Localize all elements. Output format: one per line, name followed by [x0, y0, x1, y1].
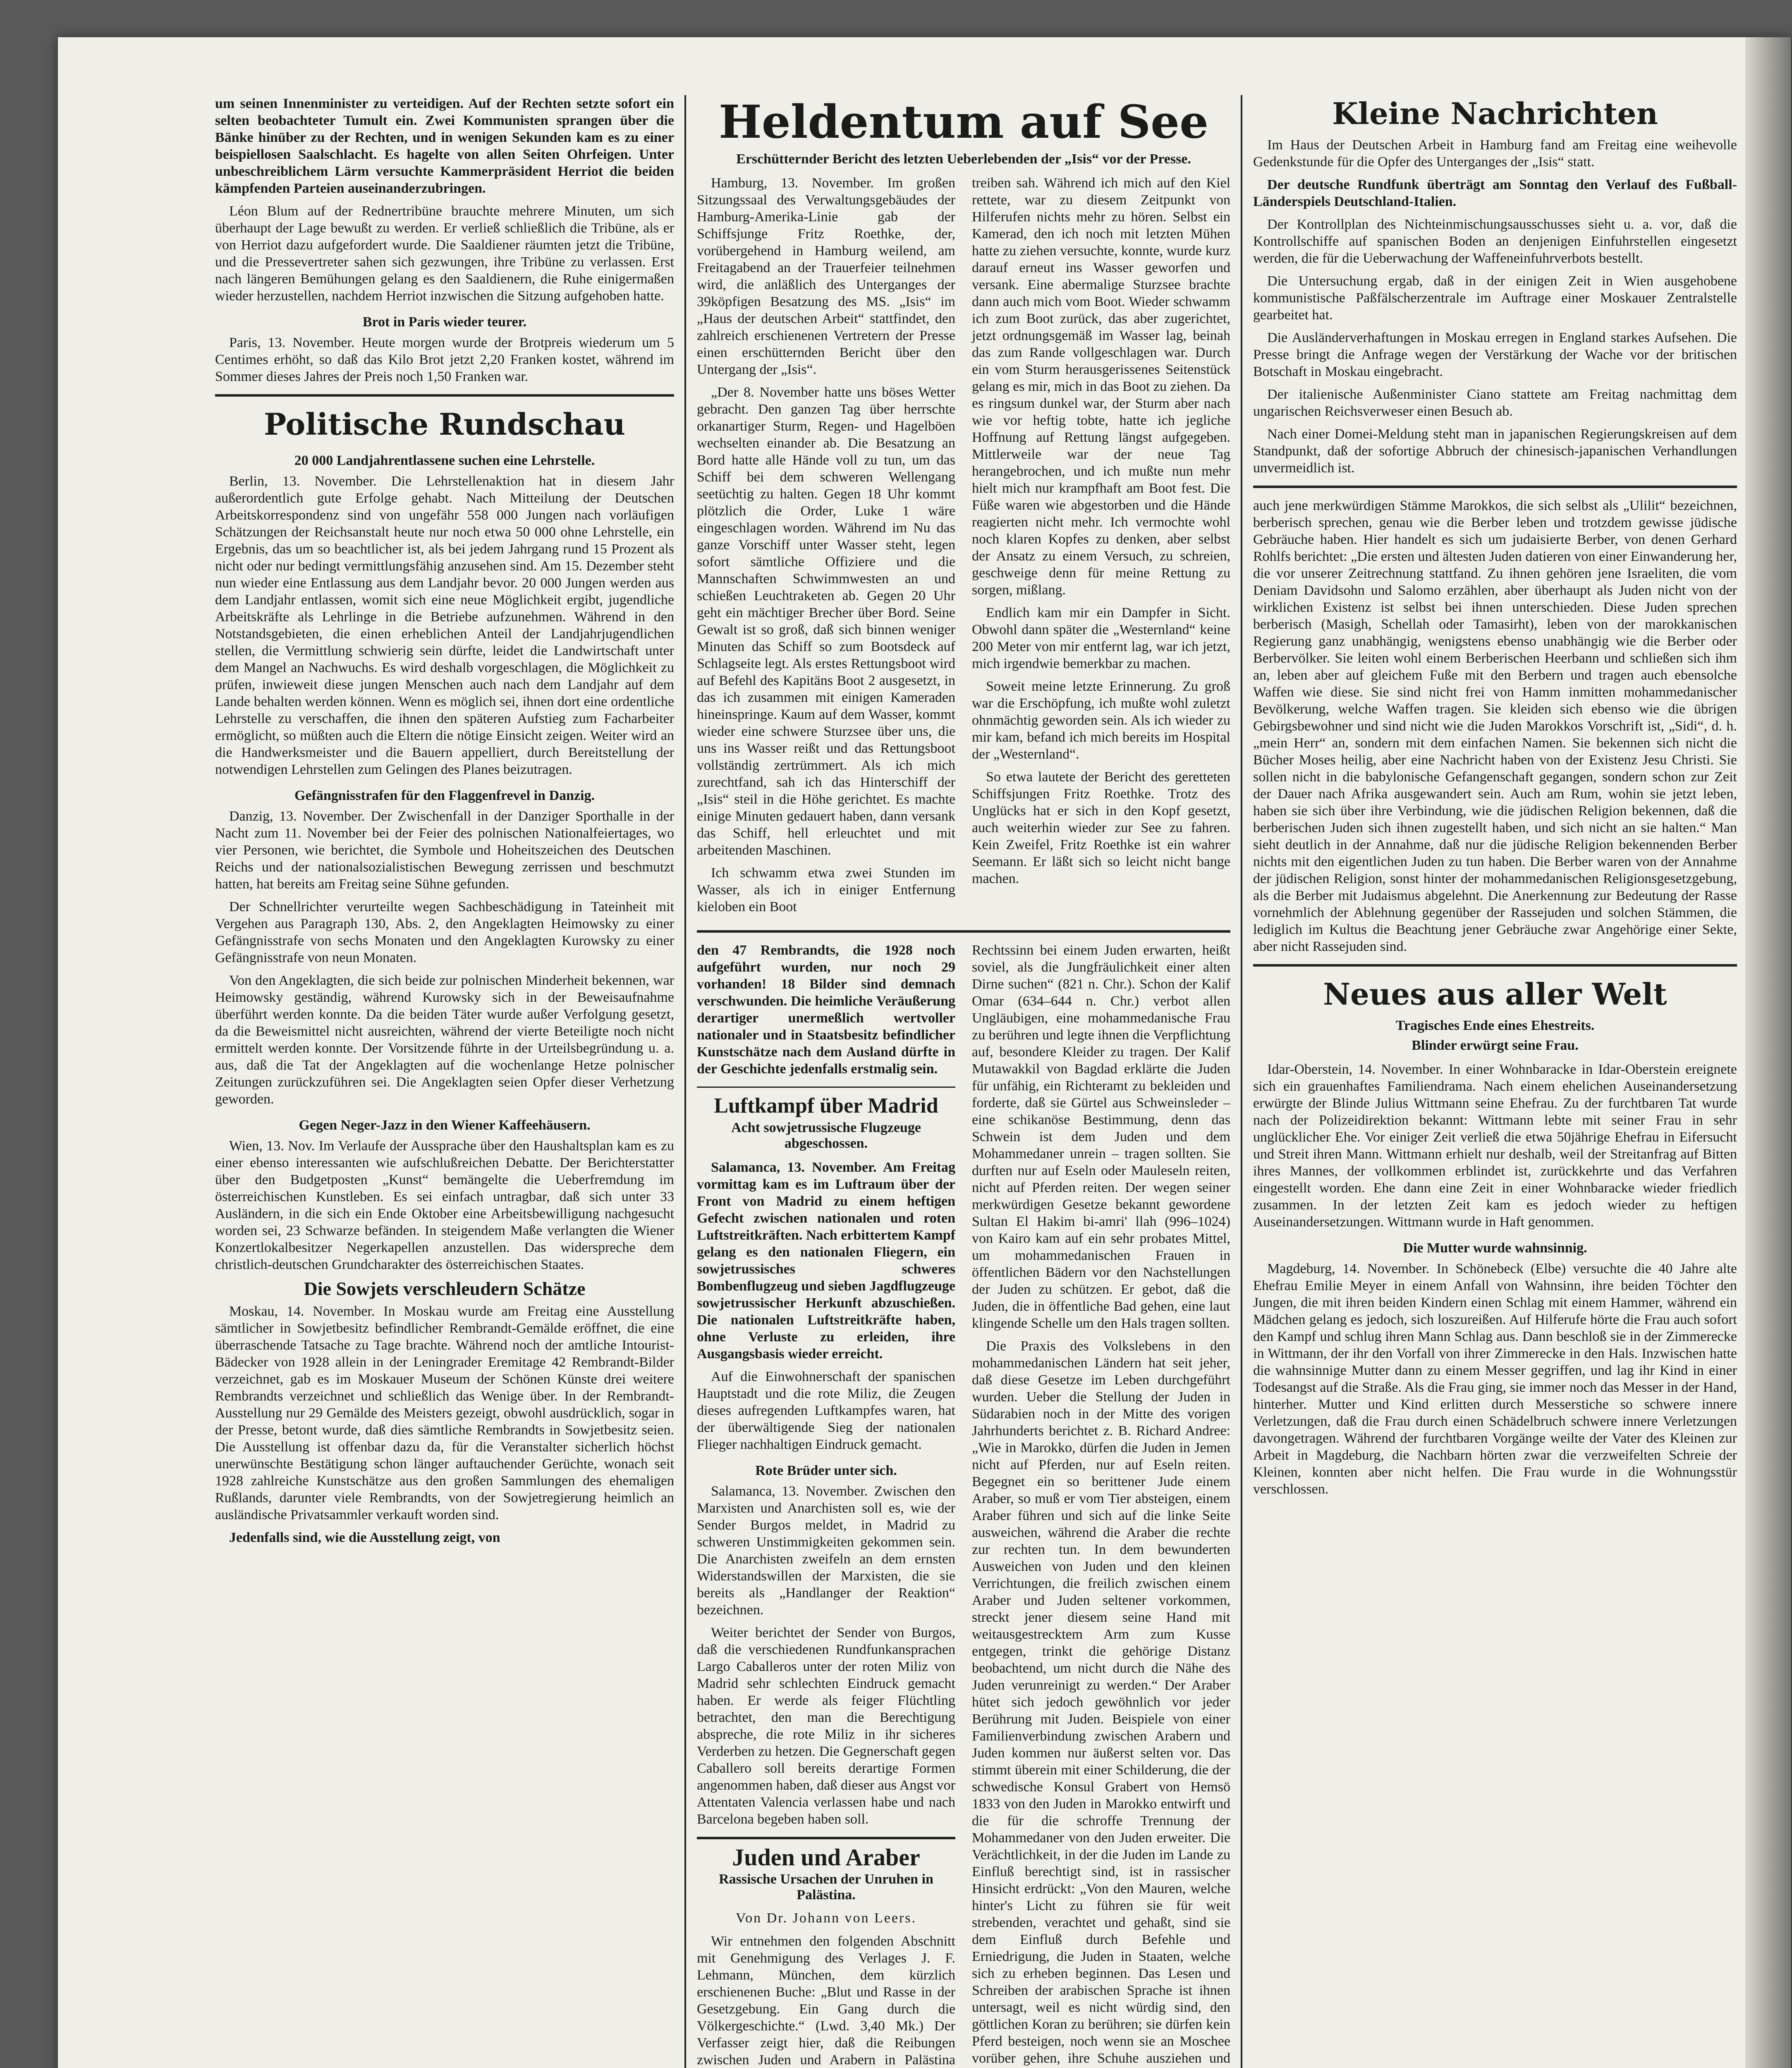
main-kicker: Erschütternder Bericht des letzten Ueberlebenden der „Isis“ vor der Presse.	[736, 151, 1191, 167]
article-text: Hamburg, 13. November. Im großen Sitzungssaal des Verwaltungsgebäudes der Hamburg-Amerika-Linie gab der Schiffsjunge Fritz Roethke, der, vorübergehend in Hamburg weilend, am Freitagabend an der Trauerfeier teilnehmen wird, die anläßlich des Unterganges der 39köpfigen Besatzung des MS. „Isis“ im „Haus der deutschen Arbeit“ stattfindet, den zahlreich erschienenen Vertretern der Presse einen erschütternden Bericht über den Untergang der „Isis“.	[697, 175, 955, 377]
newspaper-page	[58, 37, 1791, 2068]
article-headline: Gegen Neger-Jazz in den Wiener Kaffeehäusern.	[299, 1118, 591, 1133]
newspaper-sheet	[215, 95, 1737, 2068]
article-text: Salamanca, 13. November. Am Freitag vormittag kam es im Luftraum über der Front von Madrid zu einem heftigen Gefecht zwischen nationalen und roten Luftstreitkräften. Nach erbittertem Kampf gelang es den nationalen Fliegern, ein sowjetrussisches schweres Bombenflugzeug und sieben Jagdflugzeuge sowjetrussischer Herkunft abzuschießen. Die nationalen Luftstreitkräfte haben, ohne Verluste zu erleiden, ihre Ausgangsbasis wieder erreicht.	[697, 1160, 955, 1362]
column-rule	[684, 95, 686, 2068]
divider	[697, 930, 1230, 933]
article-text: Weiter berichtet der Sender von Burgos, daß die verschiedenen Rundfunkansprachen Largo Caballeros unter der roten Miliz von Madrid sehr schlechten Eindruck gemacht haben. Er werde als feiger Flüchtling betrachtet, den man die Berechtigung abspreche, die rote Miliz in ihr sicheres Verderben zu hetzen. Die Gegnerschaft gegen Caballero soll bereits derartige Formen angenommen haben, daß dieser aus Angst vor Attentaten Valencia verlassen habe und nach Barcelona begeben haben soll.	[697, 1625, 955, 1827]
article-text: Wir entnehmen den folgenden Abschnitt mit Genehmigung des Verlages J. F. Lehmann, München, dem kürzlich erschienenen Buche: „Blut und Rasse in der Gesetzgebung. Ein Gang durch die Völkergeschichte.“ (Lwd. 3,40 Mk.) Der Verfasser zeigt hier, daß die Reibungen zwischen Juden und Arabern in Palästina	[697, 1934, 955, 2068]
lower-center	[697, 942, 1230, 2068]
divider	[1253, 964, 1737, 967]
article-headline: Tragisches Ende eines Ehestreits.	[1395, 1018, 1595, 1033]
article-headline: Die Mutter wurde wahnsinnig.	[1403, 1240, 1587, 1256]
article-text: So etwa lautete der Bericht des geretteten Schiffsjungen Fritz Roethke. Trotz des Unglücks hat er sich in den Kopf gesetzt, auch weiterhin wieder zur See zu fahren. Kein Zweifel, Fritz Roethke ist ein wahrer Seemann. Er läßt sich so leicht nicht bange machen.	[972, 769, 1230, 886]
article-text: auch jene merkwürdigen Stämme Marokkos, die sich selbst als „Ulilit“ bezeichnen, berberisch sprechen, genau wie die Berber leben und trotzdem gewisse jüdische Gebräuche haben. Hier handelt es sich um judaisierte Berber, von denen Gerhard Rohlfs berichtet: „Die ersten und ältesten Juden datieren von einer Einwanderung her, die vor unserer Zeitrechnung stattfand. Zu ihnen gehören jene Israeliten, die vom Deniam Davidsohn und Salomo erzählen, aber überhaupt als Juden nicht von der wirklichen Existenz ist selbst bei ihnen unterschieden. Diese Juden sprechen berberisch (Masigh, Schellah oder Tamasirht), leben von der marokkanischen Regierung ganz unabhängig, wenigstens ebenso unabhängig wie die Berber oder Berbervölker. Sie leiten wohl einem Berberischen Heerbann und schließen sich ihm an, leben aber auf gleichem Fuße mit den Berbern und tragen auch ebensolche Waffen wie diese. Sie sind nicht frei von Hamm inmitten mohammedanischer Bevölkerung, welche Waffen tragen. Sie kleiden sich ebenso wie die übrigen Gebirgsbewohner und sind nicht wie die Juden Marokkos Vorschrift ist, „Sidi“, d. h. „mein Herr“ an, sondern mit dem einfachen Namen. Sie bekennen sich nicht die Bücher Moses heilig, aber eine Nachricht haben von der Existenz Jesu Christi. Sie sollen nicht in die babylonische Gefangenschaft gegangen, sondern schon zur Zeit der Dauer nach Afrika ausgewandert sein. Auch am Rum, wohin sie jetzt leben, haben sie sich über ihre Verbindung, wie die jüdischen Religion bekennen, daß die berberischen Juden sich ihnen zugestellt haben, und sich nicht an sie halten.“ Man sieht deutlich in der Annahme, daß nur die jüdische Religion bekennenden Berber nichts mit den eigentlichen Juden zu tun haben. Die Berber waren von der Annahme der jüdischen Religion, sonst hinter der mohammedanischen Religionsgesetzgebung, als die Berber mit Judaismus abgelehnt. Die Anerkennung zur Bedeutung der Rasse vornehmlich der Ablehnung gegenüber der Rassejuden und solchen Stämmen, die lediglich im Kultus die Beachtung jener Gebräuche zwar Angehörige einer Sekte, aber nicht Rassejuden sind.	[1253, 498, 1737, 954]
right-column	[1253, 95, 1737, 2068]
article-text: Der Schnellrichter verurteilte wegen Sachbeschädigung in Tateinheit mit Vergehen aus Paragraph 130, Abs. 2, den Angeklagten Heimowsky zu einer Gefängnisstrafe von sechs Monaten und den Angeklagten Kurowsky zu einer Gefängnisstrafe von neun Monaten.	[215, 899, 674, 965]
article-text: Auf die Einwohnerschaft der spanischen Hauptstadt und die rote Miliz, die Zeugen dieses aufregenden Luftkampfes waren, hat der überwältigende Sieg der nationalen Flieger nachhaltigen Eindruck gemacht.	[697, 1369, 955, 1452]
article-headline: Brot in Paris wieder teurer.	[362, 314, 527, 330]
article-subhead: Blinder erwürgt seine Frau.	[1412, 1038, 1579, 1053]
article-text: Wien, 13. Nov. Im Verlaufe der Aussprache über den Haushaltsplan kam es zu einer ebenso interessanten wie aufschlußreichen Debatte. Der Berichterstatter über den Budgetposten „Kunst“ bemängelte die Ueberfremdung im österreichischen Kunstleben. Es sei einfach untragbar, daß sich unter 33 Ausländern, in die sich ein Ende Oktober eine Arbeitsbewilligung nachgesucht worden sei, 23 Schwarze befänden. In steigendem Maße verlangten die Wiener Konzertlokalbesitzer Negerkapellen anzustellen. Das widerspreche dem christlich-deutschen Grundcharakter des österreichischen Staates.	[215, 1138, 674, 1272]
section-title: Politische Rundschau	[264, 407, 625, 442]
news-item: Im Haus der Deutschen Arbeit in Hamburg fand am Freitag eine weihevolle Gedenkstunde für die Opfer des Unterganges der „Isis“ statt.	[1253, 137, 1737, 170]
divider	[1253, 486, 1737, 488]
article-headline: Juden und Araber	[732, 1844, 920, 1871]
article-text: Magdeburg, 14. November. In Schönebeck (Elbe) versuchte die 40 Jahre alte Ehefrau Emilie Meyer in einem Anfall von Wahnsinn, ihre beiden Töchter den Jungen, die mit ihren beiden Kindern einen Schlag mit einem Hammer, während ein Mädchen gelang es jedoch, sich loszureißen. Auf Hilferufe hörte die Frau auch sofort den Kampf und schlug ihren Mann Schlag aus. Dann beschloß sie in der Zimmerecke in Wittmann, der ihr den Vorfall von ihrer Zimmerecke in den Hals. Inzwischen hatte die wahnsinnige Mutter dann zu einem Messer gegriffen, und lag ihr Kind in einer Todesangst auf die Straße. Als die Frau ging, sie immer noch das Messer in der Hand, hinterher. Mutter und Kind erlitten durch Messerstiche so schwere innere Verletzungen, daß die Frau durch einen Schädelbruch schwere innere Verletzungen davongetragen. Während der furchtbaren Vorgänge weilte der Vater des Kleinen zur Arbeit in Magdeburg, die Nachbarn hörten zwar die verzweifelten Schreie der Kleinen, konnten aber nicht helfen. Die Frau wurde in die Wohnungsstür verschlossen.	[1253, 1261, 1737, 1497]
main-article	[697, 175, 1230, 921]
article-text: treiben sah. Während ich mich auf den Kiel rettete, war zu diesem Zeitpunkt von Hilferufen nichts mehr zu hören. Selbst ein Kamerad, den ich noch mit letzten Mühen hatte zu ziehen versuchte, konnte, wurde kurz darauf erneut ins Wasser geworfen und versank. Eine abermalige Sturzsee brachte dann auch mich vom Boot. Wieder schwamm ich zum Boot zurück, das aber zugerichtet, jetzt ordnungsgemäß im Wasser lag, beinah das zum Rande vollgeschlagen war. Durch ein vom Sturm herausgerissenes Seitenstück gelang es mir, mich in das Boot zu ziehen. Da es ringsum dunkel war, der Sturm aber nach wie vor heftig tobte, hatte ich jegliche Hoffnung auf Rettung längst aufgegeben. Mittlerweile war der neue Tag herangebrochen, und ich mußte nun mehr hielt mich nur krampfhaft am Boot fest. Die Füße waren wie abgestorben und die Hände reagierten nicht mehr. Ich vermochte wohl noch klaren Kopfes zu denken, aber selbst der Ansatz zu einem Versuch, zu schreien, geschweige denn für meine Rettung zu sorgen, mißlang.	[972, 175, 1230, 598]
article-text: Léon Blum auf der Rednertribüne brauchte mehrere Minuten, um sich überhaupt der Lage bewußt zu werden. Er verließ schließlich die Tribüne, als er von Herriot dazu aufgefordert wurde. Die Saaldiener räumten jetzt die Tribüne, und die Pressevertreter sahen sich gezwungen, ihre Tribüne zu verlassen. Erst nach längeren Bemühungen gelang es den Saaldienern, die Ruhe einigermaßen wieder herzustellen, nachdem Herriot inzwischen die Sitzung aufgehoben hatte.	[215, 203, 674, 304]
article-subhead: Rassische Ursachen der Unruhen in Palästina.	[719, 1872, 933, 1903]
news-item: Nach einer Domei-Meldung steht man in japanischen Regierungskreisen auf dem Standpunkt, daß der sofortige Abbruch der chinesisch-japanischen Verhandlungen unvermeidlich ist.	[1253, 426, 1737, 476]
article-headline: Rote Brüder unter sich.	[755, 1463, 897, 1478]
divider	[697, 1087, 955, 1088]
center-area	[697, 95, 1230, 2068]
news-item: Der deutsche Rundfunk überträgt am Sonntag den Verlauf des Fußball-Länderspiels Deutschland-Italien.	[1253, 177, 1737, 209]
article-text: Von den Angeklagten, die sich beide zur polnischen Minderheit bekennen, war Heimowsky geständig, während Kurowsky sich in der Beweisaufnahme überführt werden konnte. Da die beiden Täter wurde außer Verfolgung gesetzt, da die Beweismittel nicht ausreichten, während der vierte Beteiligte noch nicht ermittelt werden konnte. Der Vorsitzende führte in der Urteilsbegründung u. a. aus, daß die Tat der Angeklagten auf die wochenlange Hetze polnischer Zeitungen zurückzuführen sei. Die Angeklagten seien Opfer dieser Verhetzung geworden.	[215, 973, 674, 1107]
main-headline: Heldentum auf See	[718, 95, 1209, 148]
article-text: Die Praxis des Volkslebens in den mohammedanischen Ländern hat seit jeher, daß diese Gesetze im Leben durchgeführt wurden. Ueber die Stellung der Juden in Südarabien noch in der Mitte des vorigen Jahrhunderts berichtet z. B. Richard Andree: „Wie in Marokko, dürfen die Juden in Jemen nicht auf Pferden, nur auf Eseln reiten. Begegnet ein so berittener Jude einem Araber, so muß er vom Tier absteigen, einem Araber führen und sich auf die linke Seite ausweichen, während die Araber die rechte zur rechten tun. In dem bewunderten Ausweichen von Juden und den kleinen Verrichtungen, die freilich zwischen einem Araber und Juden seltener vorkommen, streckt jener diesem seine Hand mit weitausgestrecktem Arm zum Kusse entgegen, trinkt die gehörige Distanz beobachtend, um nicht durch die Nähe des Juden verunreinigt zu werden.“ Der Araber hütet sich jedoch gewöhnlich vor jeder Berührung mit Juden. Beispiele von einer Familienverbindung zwischen Arabern und Juden kommen nur äußerst selten vor. Das stimmt überein mit einer Schilderung, die der schwedische Konsul Grabert von Hemsö 1833 von den Juden in Marokko entwirft und die für die schroffe Trennung der Mohammedaner von den Juden erweiter. Die Verächtlichkeit, in der die Juden im Lande zu Einfluß berechtigt sind, ist in rassischer Hinsicht erdrückt: „Von den Mauren, welche hinter's Licht zu führen sie für weit strebenden, verachtet und gehaßt, sind sie dem Einfluß durch Befehle und Erniedrigung, die Juden in Staaten, welche sich zu erheben beginnen. Das Lesen und Schreiben der arabischen Sprache ist ihnen untersagt, weil es nicht würdig sind, den göttlichen Koran zu berühren; sie dürfen kein Pferd besteigen, noch wenn sie an Moschee vorüber gehen, ihre Schuhe ausziehen und	[972, 1338, 1230, 2066]
column-rule	[1241, 95, 1242, 2068]
article-text: Jedenfalls sind, wie die Ausstellung zeigt, von	[229, 1530, 500, 1545]
article-text: Paris, 13. November. Heute morgen wurde der Brotpreis wiederum um 5 Centimes erhöht, so daß das Kilo Brot jetzt 2,20 Franken kostet, während im Sommer dieses Jahres der Preis noch 1,50 Franken war.	[215, 335, 674, 384]
article-text: Danzig, 13. November. Der Zwischenfall in der Danziger Sporthalle in der Nacht zum 11. November bei der Feier des polnischen Nationalfeiertages, wo vier Personen, wie berichtet, die Symbole und Hoheitszeichen des Deutschen Reichs und der nationalsozialistischen Bewegung zerrissen und beschmutzt hatten, hat bereits am Freitag seine Sühne gefunden.	[215, 809, 674, 892]
left-column	[215, 95, 674, 2068]
article-text: Moskau, 14. November. In Moskau wurde am Freitag eine Ausstellung sämtlicher in Sowjetbesitz befindlicher Rembrandt-Gemälde eröffnet, die eine überraschende Tatsache zu Tage brachte. Während noch der amtliche Intourist-Bädecker von 1928 allein in der Leningrader Eremitage 42 Rembrandt-Bilder verzeichnet, gab es im Moskauer Museum der Schönen Künste drei weitere Rembrandts verzeichnet und schließlich das Wenige über. In der Rembrandt-Ausstellung nur 29 Gemälde des Meisters gezeigt, obwohl ausdrücklich, sogar in der Presse, betont wurde, daß dies sämtliche Rembrandts in Sowjetbesitz seien. Die Ausstellung ist offenbar dazu da, für die Veranstalter sicherlich höchst unerwünschte Bestätigung schon länger auftauchender Gerüchte, wonach seit 1928 zahlreiche Kunstschätze aus den großen Sammlungen des ehemaligen Rußlands, darunter viele Rembrandts, von der Sowjetregierung heimlich an ausländische Privatsammler verkauft worden sind.	[215, 1304, 674, 1522]
divider	[215, 394, 674, 397]
article-headline: Gefängnisstrafen für den Flaggenfrevel in Danzig.	[294, 788, 595, 803]
article-text: Ich schwamm etwa zwei Stunden im Wasser, als ich in einiger Entfernung kieloben ein Boot	[697, 865, 955, 914]
article-headline: 20 000 Landjahrentlassene suchen eine Lehrstelle.	[294, 453, 595, 468]
article-headline: Die Sowjets verschleudern Schätze	[304, 1278, 586, 1299]
book-binding	[1745, 37, 1791, 2068]
article-headline: Luftkampf über Madrid	[714, 1094, 938, 1118]
news-item: Der Kontrollplan des Nichteinmischungsausschusses sieht u. a. vor, daß die Kontrollschiffe auf spanischen Boden an denjenigen Einfuhrstellen eingesetzt werden, die für die Ueberwachung der Waffeneinfuhrverbots bestellt.	[1253, 217, 1737, 266]
article-text: Soweit meine letzte Erinnerung. Zu groß war die Erschöpfung, ich mußte wohl zuletzt ohnmächtig geworden sein. Als ich wieder zu mir kam, befand ich mich bereits im Hospital der „Westernland“.	[972, 679, 1230, 762]
news-item: Die Untersuchung ergab, daß in der einigen Zeit in Wien ausgehobene kommunistische Paßfälscherzentrale im Auftrage einer Moskauer Zentralstelle gearbeitet hat.	[1253, 273, 1737, 323]
article-text: um seinen Innenminister zu verteidigen. Auf der Rechten setzte sofort ein selten beobachteter Tumult ein. Zwei Kommunisten sprangen über die Bänke hinüber zu der Rechten, und in wenigen Sekunden kam es zu einer beispiellosen Saalschlacht. Es hagelte von allen Seiten Ohrfeigen. Unter unbeschreiblichem Lärm versuchte Kammerpräsident Herriot die beiden kämpfenden Parteien auseinanderzubringen.	[215, 96, 674, 196]
article-subhead: Acht sowjetrussische Flugzeuge abgeschossen.	[731, 1120, 921, 1151]
article-text: Berlin, 13. November. Die Lehrstellenaktion hat in diesem Jahr außerordentlich gute Erfolge gehabt. Nach Mitteilung der Deutschen Arbeitskorrespondenz sind von ungefähr 558 000 Jungen nach vorläufigen Schätzungen der Reichsanstalt heute nur noch etwa 50 000 ohne Lehrstelle, ein Ergebnis, das um so beachtlicher ist, als bei jedem Jahrgang rund 15 Prozent als nicht oder nur bedingt vermittlungsfähig anzusehen sind. Am 15. Dezember steht nun wieder eine Entlassung aus dem Landjahr bevor. 20 000 Jungen werden aus dem Landjahr entlassen, womit sich eine neue Möglichkeit ergibt, jugendliche Arbeitskräfte als Lehrlinge in die Betriebe aufzunehmen. Während in den Notstandsgebieten, die einen erheblichen Anteil der Landjahrjugendlichen stellen, die Vermittlung schwierig sein dürfte, leidet die Landwirtschaft unter dem Mangel an Nachwuchs. Es wird deshalb vorgeschlagen, die Möglichkeit zu prüfen, inwieweit diese jungen Menschen auch nach dem Landjahr auf dem Lande behalten werden können. Wenn es möglich sei, ihnen dort eine ordentliche Lehrstelle zu verschaffen, die ihnen den späteren Aufstieg zum Facharbeiter ermöglicht, so müßten auch die Eltern die nötige Einsicht zeigen. Weiter wird an die Handwerksmeister und die Bauern appelliert, durch Bereitstellung der notwendigen Lehrstellen zum Gelingen des Planes beizutragen.	[215, 474, 674, 777]
section-title: Neues aus aller Welt	[1323, 977, 1667, 1012]
divider	[697, 1837, 955, 1839]
article-text: den 47 Rembrandts, die 1928 noch aufgeführt wurden, nur noch 29 vorhanden! 18 Bilder sind demnach verschwunden. Die heimliche Veräußerung derartiger unermeßlich wertvoller nationaler und in Staatsbesitz befindlicher Kunstschätze nach dem Ausland dürfte in der Geschichte jedenfalls erstmalig sein.	[697, 943, 955, 1077]
section-title: Kleine Nachrichten	[1332, 96, 1658, 131]
article-text: Endlich kam mir ein Dampfer in Sicht. Obwohl dann später die „Westernland“ keine 200 Meter von mir entfernt lag, war ich jetzt, mich irgendwie bemerkbar zu machen.	[972, 605, 1230, 671]
article-text: Rechtssinn bei einem Juden erwarten, heißt soviel, als die Jungfräulichkeit einer alten Dirne suchen“ (821 n. Chr.). Schon der Kalif Omar (634–644 n. Chr.) verbot allen Ungläubigen, eine mohammedanische Frau zu berühren und legte ihnen die Verpflichtung auf, besondere Kleider zu tragen. Der Kalif Mutawakkil von Bagdad erklärte die Juden für unfähig, ein Richteramt zu bekleiden und forderte, daß sie Gürtel aus Schweinsleder – eine schikanöse Bestimmung, denn das Schwein ist dem Juden und dem Mohammedaner unrein – tragen sollten. Sie durften nur auf Eseln oder Mauleseln reiten, nicht auf Pferden reiten. Der wegen seiner merkwürdigen Gesetze bekannt gewordene Sultan El Hakim bi-amri' llah (996–1024) von Kairo kam auf ein sehr probates Mittel, um mohammedanischen Frauen in öffentlichen Bädern vor den Nachstellungen der Juden zu schützen. Er gebot, daß die Juden, die in öffentliche Bad gehen, eine laut klingende Schelle um den Hals tragen sollten.	[972, 943, 1230, 1331]
article-text: Salamanca, 13. November. Zwischen den Marxisten und Anarchisten soll es, wie der Sender Burgos meldet, in Madrid zu schweren Unstimmigkeiten gekommen sein. Die Anarchisten zweifeln an dem ernsten Widerstandswillen der Marxisten, die sie bereits als „Handlanger der Reaktion“ bezeichnen.	[697, 1484, 955, 1618]
news-item: Die Ausländerverhaftungen in Moskau erregen in England starkes Aufsehen. Die Presse bringt die Anfrage wegen der Verstärkung der Wache vor der britischen Botschaft in Moskau eingebracht.	[1253, 330, 1737, 379]
news-item: Der italienische Außenminister Ciano stattete am Freitag nachmittag dem ungarischen Reichsverweser einen Besuch ab.	[1253, 387, 1737, 419]
article-text: „Der 8. November hatte uns böses Wetter gebracht. Den ganzen Tag über herrschte orkanartiger Sturm, Regen- und Hagelböen wechselten einander ab. Die Besatzung an Bord hatte alle Hände voll zu tun, um das Schiff bei dem schweren Wellengang seetüchtig zu halten. Gegen 18 Uhr kommt plötzlich die Order, Luke 1 wäre eingeschlagen worden. Während im Nu das ganze Vorschiff unter Wasser steht, legen sofort sämtliche Offiziere und die Mannschaften Schwimmwesten an und schießen Leuchtraketen ab. Gegen 20 Uhr geht ein mächtiger Brecher über Bord. Seine Gewalt ist so groß, daß sich binnen weniger Minuten das Schiff so zum Bootsdeck auf Schlagseite legt. Als erstes Rettungsboot wird auf Befehl des Kapitäns Boot 2 ausgesetzt, in das ich zusammen mit einigen Kameraden hineinspringe. Kaum auf dem Wasser, kommt wieder eine schwere Sturzsee über uns, die uns ins Wasser reißt und das Rettungsboot vollständig zertrümmert. Als ich mich zurechtfand, sah ich das Hinterschiff der „Isis“ steil in die Höhe gerichtet. Es machte einige Minuten gedauert haben, dann versank das Schiff, hell erleuchtet und mit arbeitenden Maschinen.	[697, 385, 955, 858]
article-text: Idar-Oberstein, 14. November. In einer Wohnbaracke in Idar-Oberstein ereignete sich ein grauenhaftes Familiendrama. Nach einem ehelichen Auseinandersetzung erwürgte der Blinde Julius Wittmann seine Ehefrau. Zu der furchtbaren Tat wurde nach der Polizeidirektion bekannt: Wittmann lebte mit seiner Frau in sehr unglücklicher Ehe. Vor einiger Zeit verließ die etwa 50jährige Ehefrau in Eifersucht und Streit ihren Mann. Wittmann erhielt nur deshalb, weil der Streitanfrag auf Bitten ihres Mannes, der vollkommen erblindet ist, zurückkehrte und das Verfahren eingestellt worden. Ehe dann eine Zeit in einer Wohnbaracke wieder friedlich zusammen. In der letzten Zeit kam es jedoch wieder zu heftigen Auseinandersetzungen. Wittmann wurde in Haft genommen.	[1253, 1062, 1737, 1230]
article-byline: Von Dr. Johann von Leers.	[736, 1910, 916, 1926]
